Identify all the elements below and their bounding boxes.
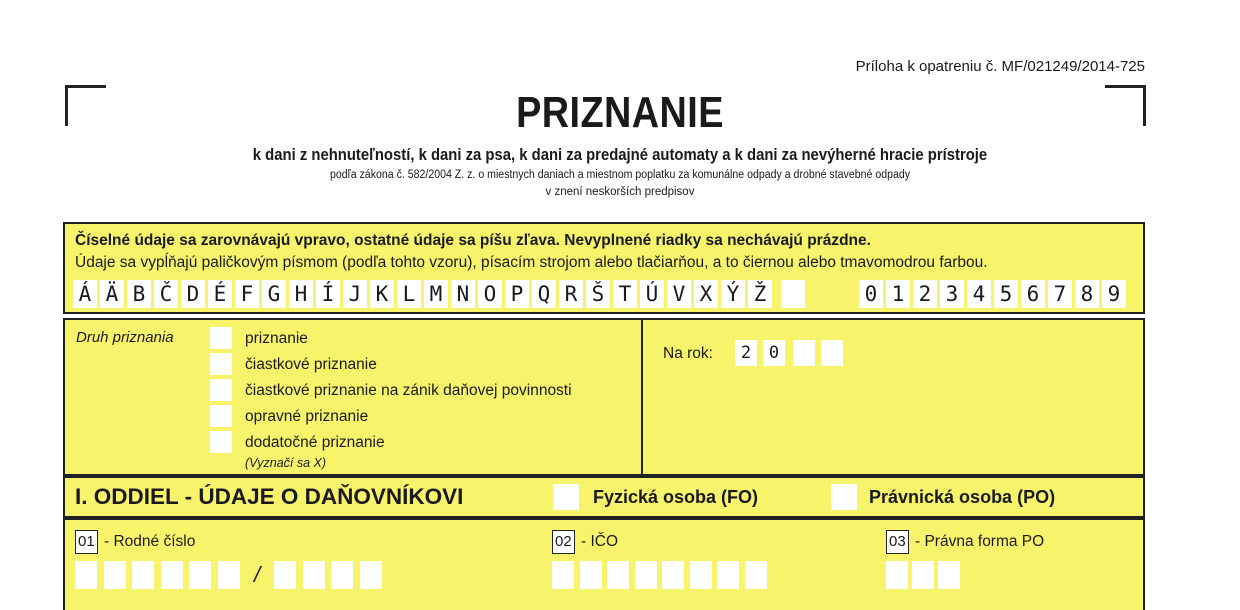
sample-letter: Ä — [100, 280, 124, 308]
sample-letter: M — [424, 280, 448, 308]
sample-digit: 0 — [859, 280, 883, 308]
sample-digit: 9 — [1102, 280, 1126, 308]
sample-letter: Á — [73, 280, 97, 308]
tax-year-digit-3[interactable] — [793, 340, 815, 366]
sample-digit: 2 — [913, 280, 937, 308]
sample-digit: 3 — [940, 280, 964, 308]
form-title: PRIZNANIE — [516, 88, 724, 137]
company-id-digit-cell[interactable] — [635, 561, 657, 589]
law-reference: podľa zákona č. 582/2004 Z. z. o miestnych daniach a miestnom poplatku za komunálne odpady a drobné stavebné odpady — [329, 169, 911, 181]
sample-letter: Š — [586, 280, 610, 308]
company-id-digit-cell[interactable] — [690, 561, 712, 589]
sample-letter: O — [478, 280, 502, 308]
tax-year-digit-2[interactable]: 0 — [763, 340, 785, 366]
legal-form-digit-cell[interactable] — [938, 561, 960, 589]
sample-letter: D — [181, 280, 205, 308]
sample-letter: R — [559, 280, 583, 308]
filing-option-label-partial: čiastkové priznanie — [245, 356, 377, 373]
sample-digit: 7 — [1048, 280, 1072, 308]
sample-letter: Č — [154, 280, 178, 308]
company-id-digit-cell[interactable] — [580, 561, 602, 589]
sample-digit: 1 — [886, 280, 910, 308]
sample-letter: L — [397, 280, 421, 308]
birth-number-separator: / — [253, 562, 261, 587]
sample-letter: Ž — [748, 280, 772, 308]
annex-reference: Príloha k opatreniu č. MF/021249/2014-725 — [855, 58, 1145, 75]
field-02-number: 02 — [552, 530, 575, 554]
form-subtitle: k dani z nehnuteľností, k dani za psa, k dani za predajné automaty a k dani za nevýherné hracie prístroje — [252, 146, 988, 164]
birth-number-digit-cell[interactable] — [274, 561, 296, 589]
instructions-box — [63, 222, 1145, 314]
field-03-number: 03 — [886, 530, 909, 554]
company-id-digit-cell[interactable] — [662, 561, 684, 589]
sample-digit: 8 — [1075, 280, 1099, 308]
section1-title: I. ODDIEL - ÚDAJE O DAŇOVNÍKOVI — [75, 484, 464, 509]
tax-year-label: Na rok: — [663, 345, 713, 362]
sample-letter: B — [127, 280, 151, 308]
natural-person-checkbox[interactable] — [553, 484, 579, 510]
birth-number-digit-cell[interactable] — [161, 561, 183, 589]
sample-letter: P — [505, 280, 529, 308]
sample-letter: G — [262, 280, 286, 308]
legal-person-label: Právnická osoba (PO) — [869, 487, 1056, 507]
tax-year-digit-4[interactable] — [821, 340, 843, 366]
birth-number-digit-cell[interactable] — [104, 561, 126, 589]
filing-option-checkbox-partial-termination[interactable] — [210, 379, 232, 401]
birth-number-digit-cell[interactable] — [331, 561, 353, 589]
filing-option-label-supplementary: dodatočné priznanie — [245, 434, 385, 451]
box-divider — [641, 320, 643, 474]
filing-option-checkbox-supplementary[interactable] — [210, 431, 232, 453]
legal-form-label: - Právna forma PO — [915, 533, 1045, 550]
filing-type-label: Druh priznania — [76, 329, 174, 346]
law-reference-amendments: v znení neskorších predpisov — [545, 186, 695, 198]
instructions-writing-rule: Údaje sa vypĺňajú paličkovým písmom (podľa tohto vzoru), písacím strojom alebo tlačiarňou, a to čiernou alebo tmavomodrou farbou. — [75, 254, 988, 271]
company-id-digit-cell[interactable] — [717, 561, 739, 589]
sample-letter: Ú — [640, 280, 664, 308]
field-01-number: 01 — [75, 530, 98, 554]
company-id-digit-cell[interactable] — [745, 561, 767, 589]
instructions-alignment-rule: Číselné údaje sa zarovnávajú vpravo, ostatné údaje sa píšu zľava. Nevyplnené riadky sa nechávajú prázdne. — [75, 232, 871, 249]
legal-form-digit-cell[interactable] — [886, 561, 908, 589]
sample-letter: Ý — [721, 280, 745, 308]
filing-option-label-partial-termination: čiastkové priznanie na zánik daňovej povinnosti — [245, 382, 572, 399]
sample-digit: 5 — [994, 280, 1018, 308]
sample-letter: X — [694, 280, 718, 308]
filing-option-label-regular: priznanie — [245, 330, 308, 347]
sample-letter: H — [289, 280, 313, 308]
birth-number-digit-cell[interactable] — [75, 561, 97, 589]
sample-letter: É — [208, 280, 232, 308]
legal-form-digit-cell[interactable] — [912, 561, 934, 589]
section1-header — [63, 476, 1145, 518]
sample-letter: J — [343, 280, 367, 308]
sample-letter: K — [370, 280, 394, 308]
taxpayer-fields — [63, 518, 1145, 610]
birth-number-label: - Rodné číslo — [104, 533, 196, 550]
filing-type-box — [63, 318, 1145, 476]
sample-letter: N — [451, 280, 475, 308]
sample-letter: T — [613, 280, 637, 308]
sample-letter: Í — [316, 280, 340, 308]
birth-number-digit-cell[interactable] — [360, 561, 382, 589]
sample-digit: 4 — [967, 280, 991, 308]
sample-letter: V — [667, 280, 691, 308]
birth-number-digit-cell[interactable] — [218, 561, 240, 589]
sample-digit: 6 — [1021, 280, 1045, 308]
filing-option-checkbox-partial[interactable] — [210, 353, 232, 375]
filing-option-label-corrective: opravné priznanie — [245, 408, 369, 425]
sample-letter: Q — [532, 280, 556, 308]
natural-person-label: Fyzická osoba (FO) — [593, 487, 759, 507]
tax-year-digit-1[interactable]: 2 — [735, 340, 757, 366]
birth-number-digit-cell[interactable] — [303, 561, 325, 589]
filing-option-hint: (Vyznačí sa X) — [245, 456, 327, 470]
company-id-label: - IČO — [581, 533, 619, 550]
birth-number-digit-cell[interactable] — [189, 561, 211, 589]
sample-blank-cell — [781, 280, 805, 308]
birth-number-digit-cell[interactable] — [132, 561, 154, 589]
filing-option-checkbox-regular[interactable] — [210, 327, 232, 349]
company-id-digit-cell[interactable] — [607, 561, 629, 589]
filing-option-checkbox-corrective[interactable] — [210, 405, 232, 427]
legal-person-checkbox[interactable] — [831, 484, 857, 510]
sample-letter: F — [235, 280, 259, 308]
company-id-digit-cell[interactable] — [552, 561, 574, 589]
